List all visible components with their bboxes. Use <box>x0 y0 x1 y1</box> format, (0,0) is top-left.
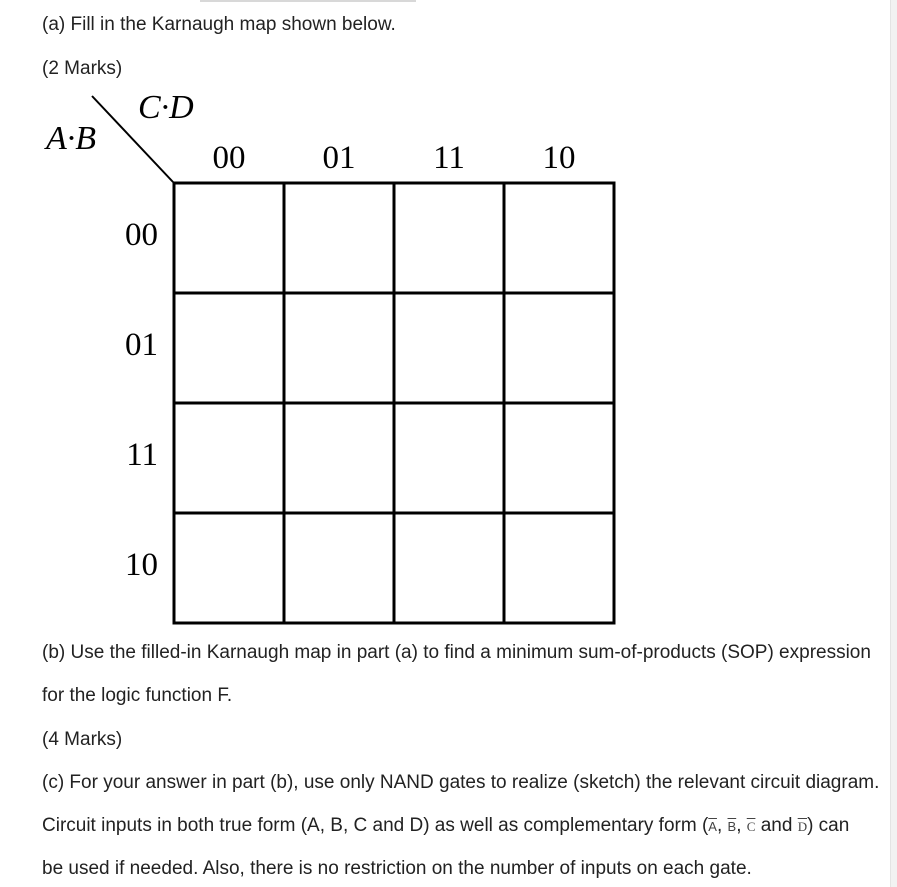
kmap-cell[interactable] <box>394 293 504 403</box>
part-b-text-line2: for the logic function F. <box>42 685 233 706</box>
kmap-col-var-label: C·D <box>138 90 194 126</box>
kmap-row-header: 00 <box>125 217 158 253</box>
complement-d: $\overline{D}$ <box>797 819 808 834</box>
kmap-cell[interactable] <box>504 403 614 513</box>
complement-a: $\overline{A}$ <box>708 819 717 834</box>
kmap-grid <box>174 183 614 623</box>
kmap-cell[interactable] <box>504 513 614 623</box>
complement-b: $\overline{B}$ <box>727 819 737 834</box>
kmap-cell[interactable] <box>504 293 614 403</box>
kmap-cell[interactable] <box>174 513 284 623</box>
part-c-line2-pre: Circuit inputs in both true form (A, B, C and D) as well as complementary form ( <box>42 815 709 836</box>
kmap-cell[interactable] <box>394 513 504 623</box>
kmap-cell[interactable] <box>284 293 394 403</box>
part-b-marks: (4 Marks) <box>42 729 123 750</box>
part-c-text-line1: (c) For your answer in part (b), use only NAND gates to realize (sketch) the relevant circuit diagram. <box>42 772 880 793</box>
kmap-row-header: 01 <box>125 327 158 363</box>
separator: , <box>736 815 747 836</box>
kmap-row-headers <box>125 217 158 583</box>
part-a-text: (a) Fill in the Karnaugh map shown below. <box>42 14 396 35</box>
page-right-border <box>890 0 897 887</box>
kmap-row-header: 11 <box>126 437 158 473</box>
kmap-col-header: 00 <box>212 140 246 176</box>
kmap-col-header: 01 <box>322 140 356 176</box>
kmap-cell[interactable] <box>284 183 394 293</box>
kmap-col-headers <box>213 140 576 176</box>
kmap-cell[interactable] <box>504 183 614 293</box>
kmap-cell[interactable] <box>284 513 394 623</box>
kmap-col-header: 10 <box>542 140 576 176</box>
part-c-text-line3: be used if needed. Also, there is no restriction on the number of inputs on each gate. <box>42 858 752 879</box>
kmap-cell[interactable] <box>394 403 504 513</box>
separator: , <box>716 815 728 836</box>
kmap-col-header: 11 <box>433 140 465 176</box>
kmap-cell[interactable] <box>174 403 284 513</box>
part-b-text-line1: (b) Use the filled-in Karnaugh map in part (a) to find a minimum sum-of-products (SOP) expression <box>42 642 871 663</box>
part-c-line2-post: ) can <box>807 815 850 836</box>
part-a-marks: (2 Marks) <box>42 58 123 79</box>
karnaugh-map <box>42 90 622 630</box>
and-text: and <box>755 815 798 836</box>
karnaugh-map-svg <box>42 90 622 630</box>
top-divider <box>200 0 416 2</box>
kmap-cell[interactable] <box>394 183 504 293</box>
part-c-text-line2 <box>42 814 849 839</box>
kmap-cell[interactable] <box>174 293 284 403</box>
kmap-cell[interactable] <box>284 403 394 513</box>
complement-c: $\overline{C}$ <box>746 819 756 834</box>
kmap-cell[interactable] <box>174 183 284 293</box>
kmap-row-header: 10 <box>125 547 158 583</box>
kmap-row-var-label: A·B <box>46 120 97 157</box>
